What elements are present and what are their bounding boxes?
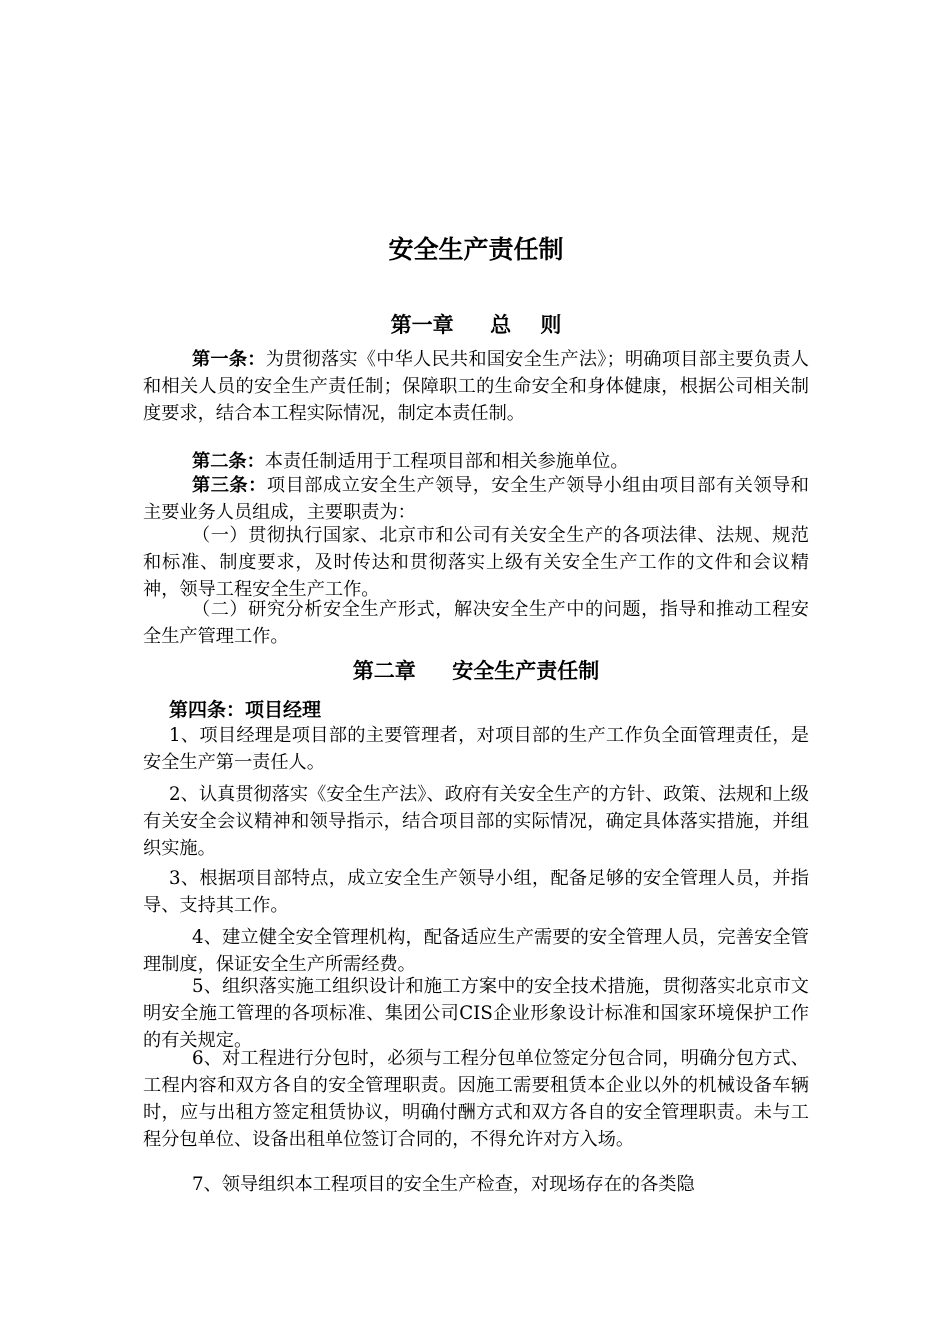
duty-2: 2、认真贯彻落实《安全生产法》、政府有关安全生产的方针、政策、法规和上级有关安全会议精神和领导指示，结合项目部的实际情况，确定具体落实措施，并组织实施。 <box>143 784 809 859</box>
article-2 <box>143 448 809 475</box>
article-1 <box>143 346 809 427</box>
article-3 <box>143 472 809 526</box>
article-2-label: 第二条： <box>192 451 265 472</box>
article-2-text: 本责任制适用于工程项目部和相关参施单位。 <box>264 451 629 472</box>
article-3-item-2: （二）研究分析安全生产形式，解决安全生产中的问题，指导和推动工程安全生产管理工作。 <box>143 599 809 647</box>
article-1-text: 为贯彻落实《中华人民共和国安全生产法》；明确项目部主要负责人和相关人员的安全生产责任制；保障职工的生命安全和身体健康，根据公司相关制度要求，结合本工程实际情况，制定本责任制。 <box>143 349 809 424</box>
duty-1: 1、项目经理是项目部的主要管理者，对项目部的生产工作负全面管理责任，是安全生产第一责任人。 <box>143 725 809 773</box>
duty-4: 4、建立健全安全管理机构，配备适应生产需要的安全管理人员，完善安全管理制度，保证安全生产所需经费。 <box>143 927 809 975</box>
article-3-item-1: （一）贯彻执行国家、北京市和公司有关安全生产的各项法律、法规、规范和标准、制度要求，及时传达和贯彻落实上级有关安全生产工作的文件和会议精神，领导工程安全生产工作。 <box>143 525 809 600</box>
chapter-2-heading: 第二章 安全生产责任制 <box>352 659 600 683</box>
duty-6: 6、对工程进行分包时，必须与工程分包单位签定分包合同，明确分包方式、工程内容和双方各自的安全管理职责。因施工需要租赁本企业以外的机械设备车辆时，应与出租方签定租赁协议，明确付酬方式和双方各自的安全管理职责。未与工程分包单位、设备出租单位签订合同的，不得允许对方入场。 <box>143 1048 809 1150</box>
document-title: 安全生产责任制 <box>388 235 564 264</box>
chapter-1-heading: 第一章 总 则 <box>390 313 562 337</box>
article-1-label: 第一条： <box>192 349 266 370</box>
duty-7: 7、领导组织本工程项目的安全生产检查，对现场存在的各类隐 <box>192 1174 695 1195</box>
duty-5: 5、组织落实施工组织设计和施工方案中的安全技术措施，贯彻落实北京市文明安全施工管理的各项标准、集团公司CIS企业形象设计标准和国家环境保护工作的有关规定。 <box>143 976 809 1051</box>
article-3-text: 项目部成立安全生产领导，安全生产领导小组由项目部有关领导和主要业务人员组成，主要职责为： <box>143 475 809 523</box>
article-3-label: 第三条： <box>192 475 267 496</box>
duty-3: 3、根据项目部特点，成立安全生产领导小组，配备足够的安全管理人员，并指导、支持其工作。 <box>143 868 809 916</box>
article-4-heading: 第四条：项目经理 <box>169 699 322 721</box>
